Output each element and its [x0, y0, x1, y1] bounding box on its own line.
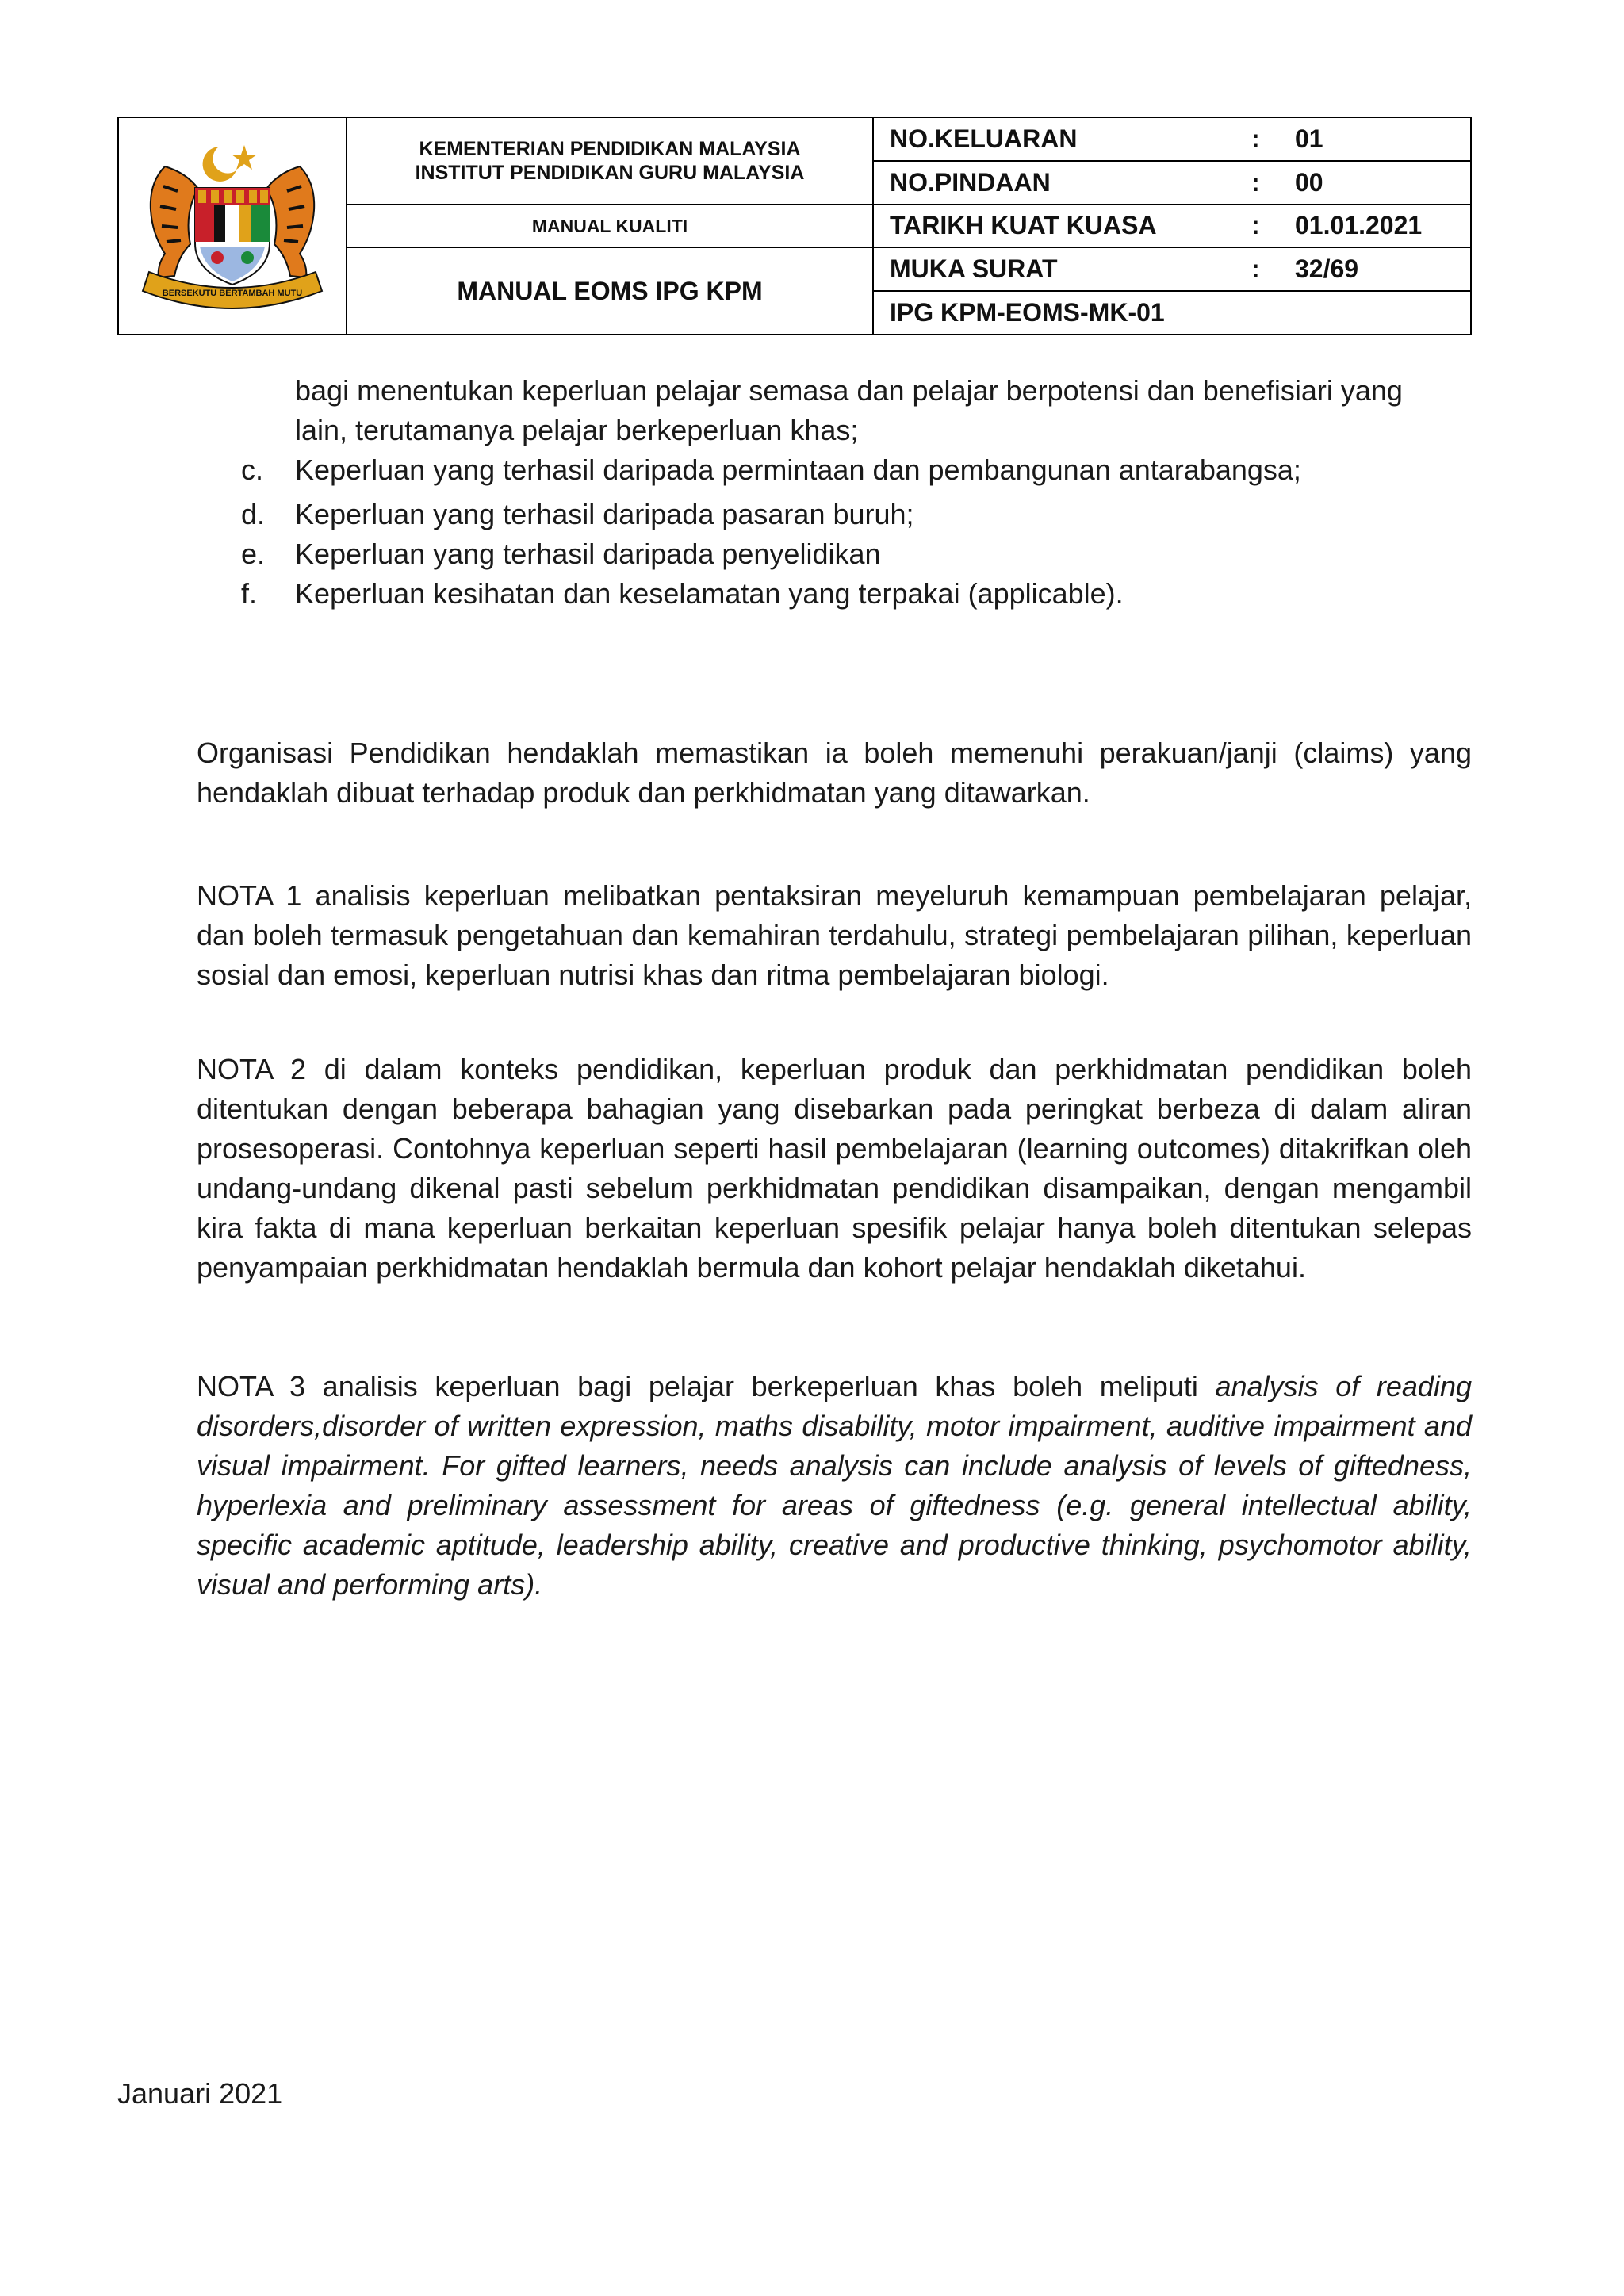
paragraph-claims: Organisasi Pendidikan hendaklah memastikan ia boleh memenuhi perakuan/janji (claims) yang hendaklah dibuat terhadap produk dan perkhidmatan yang ditawarkan.	[197, 737, 1472, 809]
continuation-line: lain, terutamanya pelajar berkeperluan khas;	[295, 414, 859, 446]
field-value: 01	[1295, 124, 1323, 153]
list-item	[241, 534, 1472, 574]
header-title-column	[347, 118, 874, 334]
list-marker: d.	[241, 498, 266, 530]
field-label: TARIKH KUAT KUASA	[890, 211, 1157, 240]
field-row-muka-surat	[874, 248, 1470, 292]
header-fields-column	[874, 118, 1470, 334]
paragraph-nota-3	[197, 1367, 1472, 1605]
field-value: 01.01.2021	[1295, 211, 1423, 240]
list-item	[241, 450, 1472, 490]
org-line-2: INSTITUT PENDIDIKAN GURU MALAYSIA	[415, 162, 805, 184]
document-kind: MANUAL KUALITI	[347, 205, 872, 248]
list-item-text: Keperluan yang terhasil daripada penyelidikan	[295, 538, 881, 570]
list-item-text: Keperluan yang terhasil daripada pasaran buruh;	[295, 498, 914, 530]
field-row-no-pindaan	[874, 162, 1470, 205]
footer-date: Januari 2021	[117, 2077, 283, 2110]
field-value: 32/69	[1295, 254, 1359, 284]
field-colon: :	[1251, 211, 1260, 240]
list-item	[241, 495, 1472, 534]
paragraph-nota-2: NOTA 2 di dalam konteks pendidikan, keperluan produk dan perkhidmatan pendidikan boleh ditentukan dengan beberapa bahagian yang disebarkan pada peringkat berbeza di dalam aliran prosesoperasi. Contohnya keperluan seperti hasil pembelajaran (learning outcomes) ditakrifkan oleh undang-undang dikenal pasti sebelum perkhidmatan pendidikan disampaikan, dengan mengambil kira fakta di mana keperluan berkaitan keperluan spesifik pelajar hanya boleh ditentukan selepas penyampaian perkhidmatan hendaklah bermula dan kohort pelajar hendaklah diketahui.	[197, 1053, 1472, 1284]
list-marker: e.	[241, 538, 266, 570]
logo-motto: BERSEKUTU BERTAMBAH MUTU	[162, 289, 303, 298]
field-label: NO.KELUARAN	[890, 124, 1078, 153]
field-colon: :	[1251, 167, 1260, 197]
field-value: 00	[1295, 167, 1323, 197]
document-title: MANUAL EOMS IPG KPM	[457, 276, 763, 305]
nota-3-italic-text: analysis of reading disorders,disorder of written expression, maths disability, motor impairment, auditive impairment and visual impairment. For gifted learners, needs analysis can include analysis of levels of giftedness, hyperlexia and preliminary assessment for areas of giftedness (e.g. general intellectual ability, specific academic aptitude, leadership ability, creative and productive thinking, psychomotor ability, visual and performing arts).	[197, 1370, 1472, 1601]
field-colon: :	[1251, 124, 1260, 153]
field-label: NO.PINDAAN	[890, 167, 1051, 197]
list-item-text: Keperluan kesihatan dan keselamatan yang terpakai (applicable).	[295, 577, 1124, 610]
list-continuation	[241, 371, 1472, 450]
paragraph-nota-1: NOTA 1 analisis keperluan melibatkan pentaksiran meyeluruh kemampuan pembelajaran pelajar, dan boleh termasuk pengetahuan dan kemahiran terdahulu, strategi pembelajaran pilihan, keperluan sosial dan emosi, keperluan nutrisi khas dan ritma pembelajaran biologi.	[197, 879, 1472, 991]
list-item-text: Keperluan yang terhasil daripada permintaan dan pembangunan antarabangsa;	[295, 453, 1301, 486]
list-marker: c.	[241, 453, 264, 486]
organisation-name	[347, 118, 872, 205]
document-header-table	[117, 117, 1472, 335]
requirements-list	[241, 371, 1472, 614]
field-row-document-code	[874, 292, 1470, 334]
malaysia-coat-of-arms-logo	[133, 131, 331, 321]
list-marker: f.	[241, 577, 258, 610]
field-row-tarikh-kuat-kuasa	[874, 205, 1470, 249]
logo-cell	[119, 118, 347, 334]
nota-3-text: NOTA 3 analisis keperluan bagi pelajar berkeperluan khas boleh meliputi	[197, 1370, 1216, 1402]
field-colon: :	[1251, 254, 1260, 284]
list-item	[241, 574, 1472, 614]
continuation-line: bagi menentukan keperluan pelajar semasa dan pelajar berpotensi dan benefisiari yang	[295, 374, 1403, 407]
field-label: MUKA SURAT	[890, 254, 1058, 284]
org-line-1: KEMENTERIAN PENDIDIKAN MALAYSIA	[419, 138, 801, 160]
field-row-no-keluaran	[874, 118, 1470, 162]
field-label: IPG KPM-EOMS-MK-01	[890, 298, 1165, 327]
